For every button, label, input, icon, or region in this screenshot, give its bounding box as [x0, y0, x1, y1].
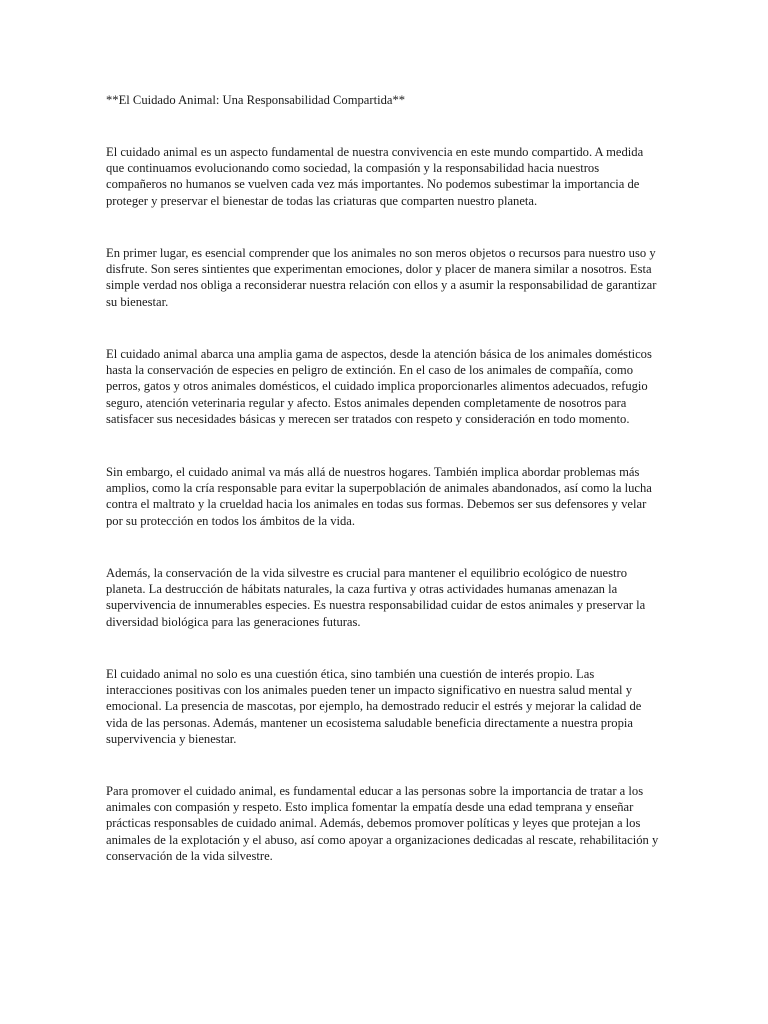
paragraph-4: Sin embargo, el cuidado animal va más allá de nuestros hogares. También implica abordar problemas más amplios, como la cría responsable para evitar la superpoblación de animales abandonados, así como la lucha contra el maltrato y la crueldad hacia los animales en todas sus formas. Debemos ser sus defensores y velar por su protección en todos los ámbitos de la vida.	[106, 465, 652, 528]
document-title: **El Cuidado Animal: Una Responsabilidad Compartida**	[106, 93, 406, 107]
paragraph-3: El cuidado animal abarca una amplia gama de aspectos, desde la atención básica de los animales domésticos hasta la conservación de especies en peligro de extinción. En el caso de los animales de compañía, como perros, gatos y otros animales domésticos, el cuidado implica proporcionarles alimentos adecuados, refugio seguro, atención veterinaria regular y afecto. Estos animales dependen completamente de nosotros para satisfacer sus necesidades básicas y merecen ser tratados con respeto y consideración en todo momento.	[106, 347, 652, 426]
paragraph-6: El cuidado animal no solo es una cuestión ética, sino también una cuestión de interés propio. Las interacciones positivas con los animales pueden tener un impacto significativo en nuestra salud mental y emocional. La presencia de mascotas, por ejemplo, ha demostrado reducir el estrés y mejorar la calidad de vida de las personas. Además, mantener un ecosistema saludable beneficia directamente a nuestra propia supervivencia y bienestar.	[106, 667, 642, 746]
paragraph-5: Además, la conservación de la vida silvestre es crucial para mantener el equilibrio ecológico de nuestro planeta. La destrucción de hábitats naturales, la caza furtiva y otras actividades humanas amenazan la supervivencia de innumerables especies. Es nuestra responsabilidad cuidar de estos animales y preservar la diversidad biológica para las generaciones futuras.	[106, 566, 646, 629]
paragraph-2: En primer lugar, es esencial comprender que los animales no son meros objetos o recursos para nuestro uso y disfrute. Son seres sintientes que experimentan emociones, dolor y placer de manera similar a nosotros. Esta simple verdad nos obliga a reconsiderar nuestra relación con ellos y a asumir la responsabilidad de garantizar su bienestar.	[106, 246, 657, 309]
paragraph-1: El cuidado animal es un aspecto fundamental de nuestra convivencia en este mundo compartido. A medida que continuamos evolucionando como sociedad, la compasión y la responsabilidad hacia nuestros compañeros no humanos se vuelven cada vez más importantes. No podemos subestimar la importancia de proteger y preservar el bienestar de todas las criaturas que comparten nuestro planeta.	[106, 145, 644, 208]
paragraph-7: Para promover el cuidado animal, es fundamental educar a las personas sobre la importancia de tratar a los animales con compasión y respeto. Esto implica fomentar la empatía desde una edad temprana y enseñar prácticas responsables de cuidado animal. Además, debemos promover políticas y leyes que protejan a los animales de la explotación y el abuso, así como apoyar a organizaciones dedicadas al rescate, rehabilitación y conservación de la vida silvestre.	[106, 784, 659, 863]
